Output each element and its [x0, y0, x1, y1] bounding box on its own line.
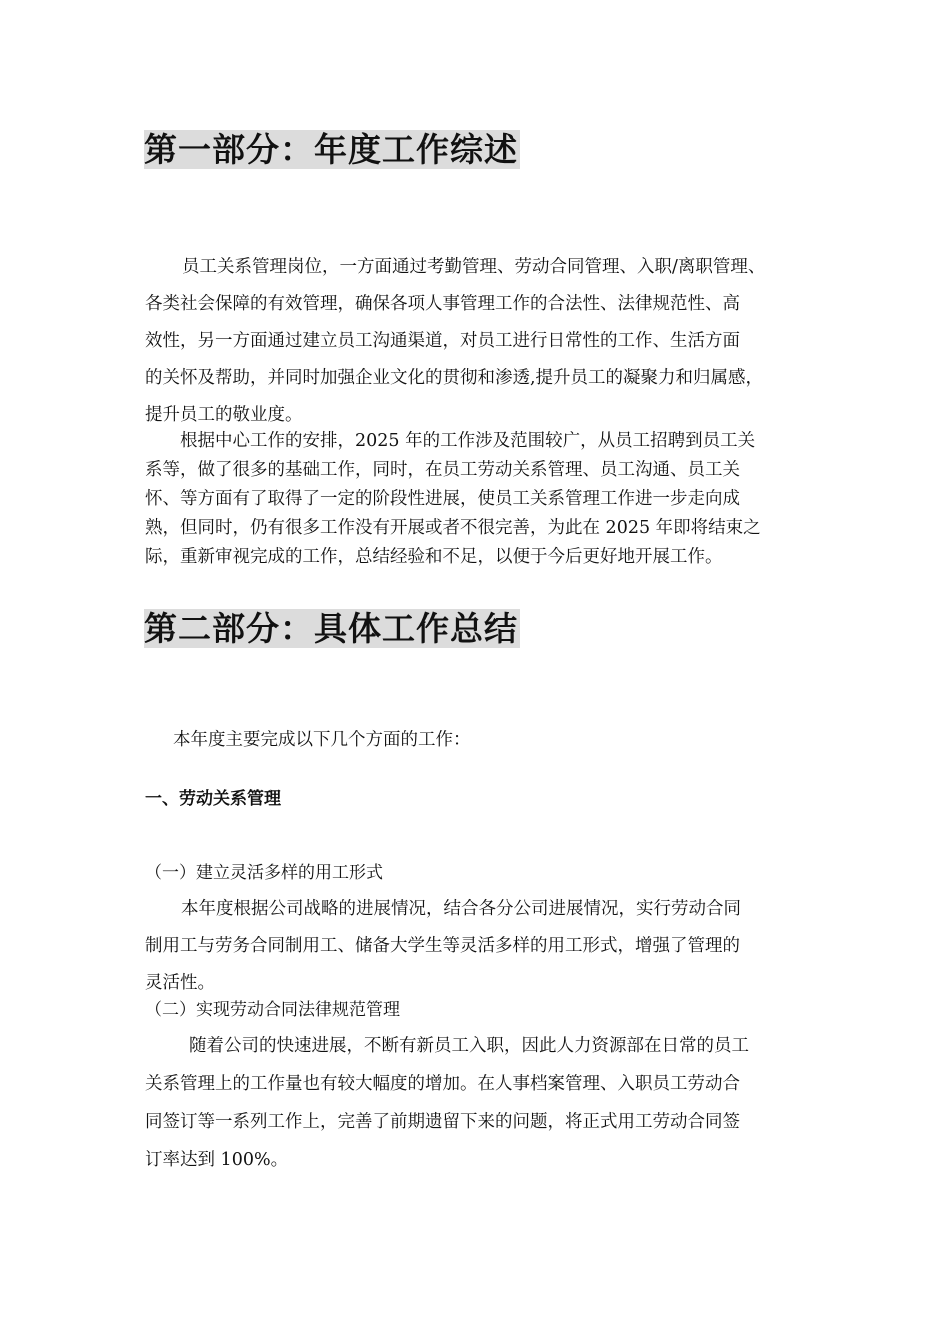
item-paragraph-labor-contract [145, 1027, 825, 1179]
text-line: 的关怀及帮助，并同时加强企业文化的贯彻和渗透,提升员工的凝聚力和归属感， [145, 368, 764, 388]
text-line: 灵活性。 [145, 973, 215, 993]
subsection-heading-labor-relations: 一、劳动关系管理 [145, 789, 281, 809]
item-title-flexible-employment: （一）建立灵活多样的用工形式 [145, 863, 383, 883]
text-line: 提升员工的敬业度。 [145, 405, 303, 425]
text-line: 根据中心工作的安排，2025 年的工作涉及范围较广，从员工招聘到员工关 [180, 431, 756, 451]
text-line: 员工关系管理岗位，一方面通过考勤管理、劳动合同管理、入职/离职管理、 [182, 257, 766, 277]
text-line: 系等，做了很多的基础工作，同时，在员工劳动关系管理、员工沟通、员工关 [145, 460, 740, 480]
section-heading-work-summary [144, 609, 520, 649]
text-line: 各类社会保障的有效管理，确保各项人事管理工作的合法性、法律规范性、高 [145, 294, 740, 314]
overview-paragraph-2 [145, 427, 825, 572]
text-line: 效性，另一方面通过建立员工沟通渠道，对员工进行日常性的工作、生活方面 [145, 331, 740, 351]
text-line: 本年度根据公司战略的进展情况，结合各分公司进展情况，实行劳动合同 [181, 899, 741, 919]
text-line: 随着公司的快速进展，不断有新员工入职，因此人力资源部在日常的员工 [189, 1036, 749, 1056]
heading-highlight: 第一部分：年度工作综述 [144, 130, 518, 169]
text-line: 同签订等一系列工作上，完善了前期遗留下来的问题，将正式用工劳动合同签 [145, 1112, 740, 1132]
section-heading-annual-overview [144, 130, 520, 170]
overview-paragraph-1 [145, 249, 825, 434]
summary-intro: 本年度主要完成以下几个方面的工作： [173, 730, 471, 750]
item-title-labor-contract: （二）实现劳动合同法律规范管理 [145, 1000, 400, 1020]
text-line: 订率达到 100%。 [145, 1150, 289, 1170]
text-line: 关系管理上的工作量也有较大幅度的增加。在人事档案管理、入职员工劳动合 [145, 1074, 740, 1094]
text-line: 际，重新审视完成的工作，总结经验和不足，以便于今后更好地开展工作。 [145, 547, 723, 567]
text-line: 制用工与劳务合同制用工、储备大学生等灵活多样的用工形式，增强了管理的 [145, 936, 740, 956]
item-paragraph-flexible-employment [145, 891, 825, 1002]
heading-highlight: 第二部分：具体工作总结 [144, 609, 518, 648]
text-line: 熟，但同时，仍有很多工作没有开展或者不很完善，为此在 2025 年即将结束之 [145, 518, 761, 538]
text-line: 怀、等方面有了取得了一定的阶段性进展，使员工关系管理工作进一步走向成 [145, 489, 740, 509]
